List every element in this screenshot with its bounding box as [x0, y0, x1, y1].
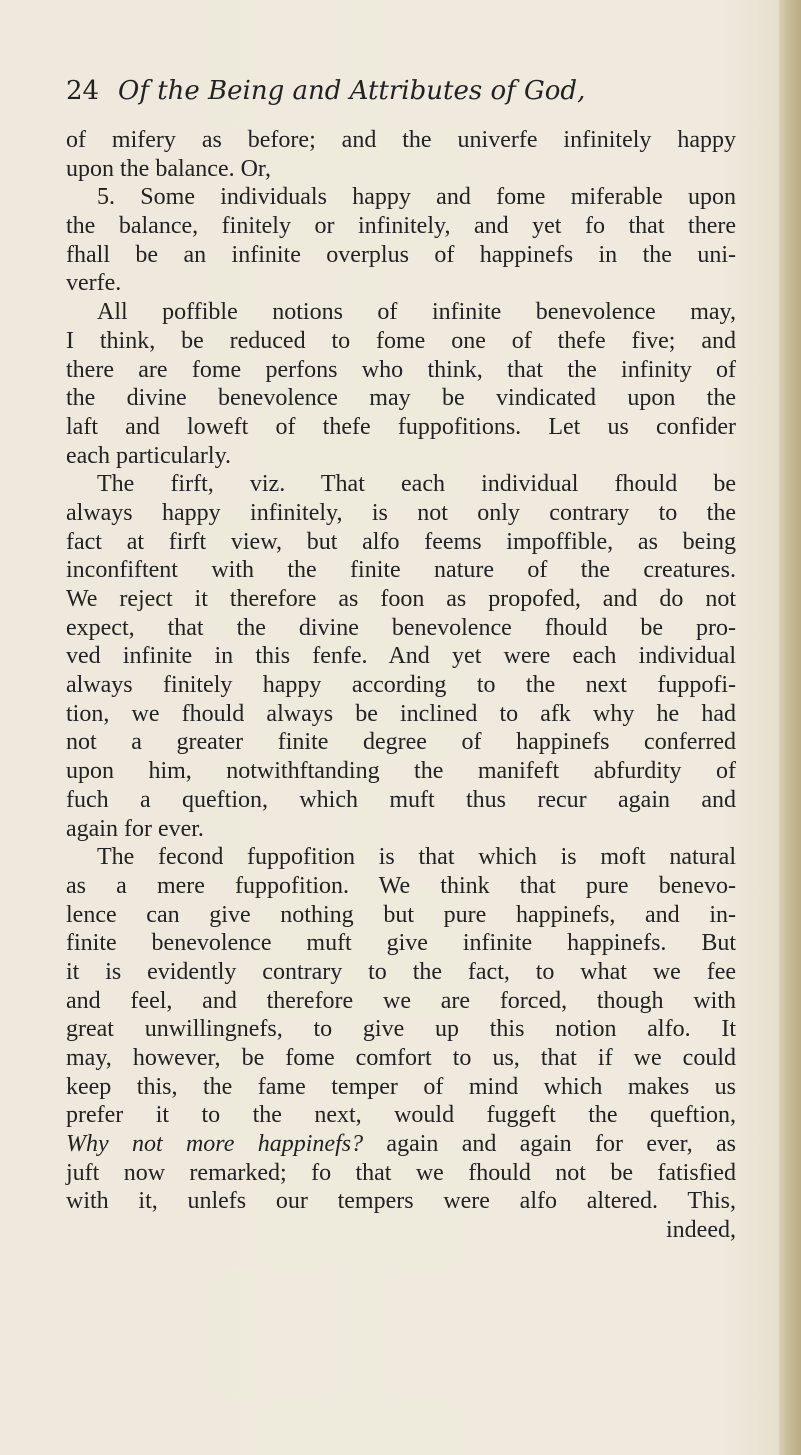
text-line: may, however, be fome comfort to us, that if we could [66, 1045, 736, 1071]
text-line: tion, we fhould always be inclined to afk why he had [66, 700, 736, 727]
text-line: always finitely happy according to the next fuppofi- [66, 672, 736, 699]
text-line: it is evidently contrary to the fact, to what we fee [66, 958, 736, 985]
text-line: I think, be reduced to fome one of thefe five; and [66, 327, 736, 354]
text-line: keep this, the fame temper of mind which makes us [66, 1073, 736, 1100]
text-line: and feel, and therefore we are forced, though with [66, 987, 736, 1014]
text-line: the balance, finitely or infinitely, and yet fo that there [66, 213, 736, 240]
catchword: indeed, [666, 1217, 736, 1244]
text-line: juft now remarked; fo that we fhould not be fatisfied [66, 1159, 736, 1186]
text-line: fhall be an infinite overplus of happinefs in the uni- [66, 241, 736, 268]
text-line: ved infinite in this fenfe. And yet were each individual [66, 643, 736, 670]
text-line: each particularly. [66, 442, 232, 469]
text-line: inconfiftent with the finite nature of the creatures. [66, 557, 736, 584]
text-line: there are fome perfons who think, that the infinity of [66, 356, 736, 383]
running-head: Of the Being and Attributes of God, [118, 76, 586, 106]
italic-phrase: Why not more happinefs? [66, 1131, 364, 1158]
text-line: the divine benevolence may be vindicated upon the [66, 385, 736, 412]
text-line: All poffible notions of infinite benevolence may, [97, 299, 736, 326]
text-line: laft and loweft of thefe fuppofitions. Let us confider [66, 413, 736, 440]
page-header [66, 76, 736, 116]
text-line: The fecond fuppofition is that which is moft natural [97, 844, 736, 871]
text-line: lence can give nothing but pure happinefs, and in- [66, 901, 736, 928]
text-line: expect, that the divine benevolence fhould be pro- [66, 614, 736, 641]
text-line: The firft, viz. That each individual fhould be [97, 471, 736, 498]
text-line: fuch a queftion, which muft thus recur again and [66, 786, 736, 813]
text-line: finite benevolence muft give infinite happinefs. But [66, 930, 736, 957]
line-remainder: again and again for ever, as [386, 1131, 736, 1158]
body-text [66, 126, 736, 1245]
text-line: great unwillingnefs, to give up this notion alfo. It [66, 1016, 736, 1043]
page-edge [779, 0, 801, 1455]
text-line: upon the balance. Or, [66, 155, 271, 182]
text-line: as a mere fuppofition. We think that pure benevo- [66, 872, 736, 899]
text-line: 5. Some individuals happy and fome miferable upon [97, 184, 736, 211]
text-line: with it, unlefs our tempers were alfo altered. This, [66, 1188, 736, 1215]
text-line: verfe. [66, 270, 122, 297]
text-line: always happy infinitely, is not only contrary to the [66, 499, 736, 526]
text-line: fact at firft view, but alfo feems impoffible, as being [66, 528, 736, 555]
text-line [66, 1130, 736, 1159]
page-number: 24 [66, 76, 100, 106]
text-line: upon him, notwithftanding the manifeft abfurdity of [66, 758, 736, 785]
text-line: not a greater finite degree of happinefs conferred [66, 729, 736, 756]
text-line: prefer it to the next, would fuggeft the queftion, [66, 1102, 736, 1129]
text-line: We reject it therefore as foon as propofed, and do not [66, 586, 736, 612]
text-line: of mifery as before; and the univerfe infinitely happy [66, 127, 736, 153]
text-line: again for ever. [66, 815, 204, 842]
